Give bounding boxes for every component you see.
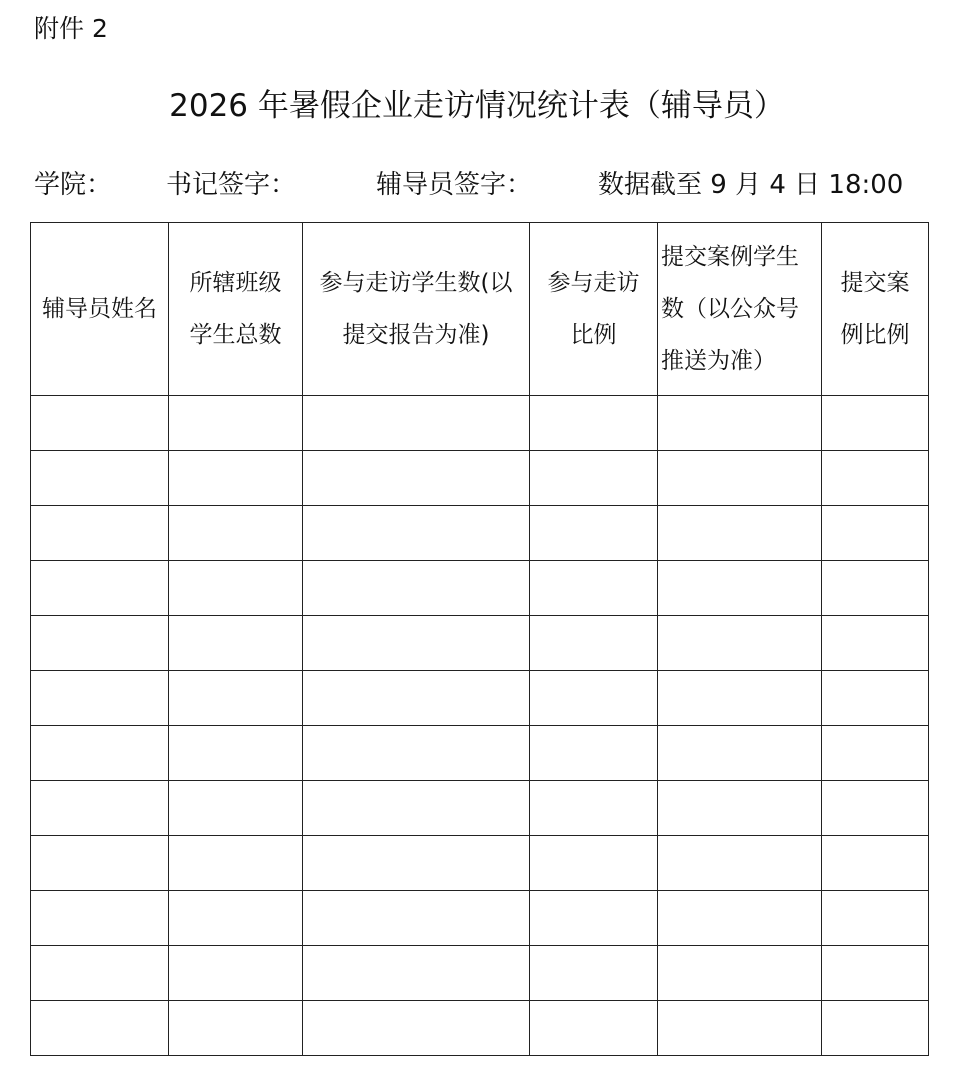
table-cell[interactable] xyxy=(530,451,658,506)
table-cell[interactable] xyxy=(530,561,658,616)
table-row xyxy=(31,616,929,671)
table-cell[interactable] xyxy=(658,781,822,836)
table-cell[interactable] xyxy=(169,396,303,451)
table-cell[interactable] xyxy=(658,451,822,506)
table-cell[interactable] xyxy=(31,836,169,891)
table-cell[interactable] xyxy=(530,836,658,891)
table-cell[interactable] xyxy=(658,1001,822,1056)
table-cell[interactable] xyxy=(822,891,929,946)
table-cell[interactable] xyxy=(530,891,658,946)
table-cell[interactable] xyxy=(169,671,303,726)
table-cell[interactable] xyxy=(822,671,929,726)
table-cell[interactable] xyxy=(303,726,530,781)
table-cell[interactable] xyxy=(169,616,303,671)
table-cell[interactable] xyxy=(658,946,822,1001)
table-cell[interactable] xyxy=(31,946,169,1001)
table-cell[interactable] xyxy=(169,561,303,616)
table-cell[interactable] xyxy=(658,671,822,726)
table-cell[interactable] xyxy=(31,781,169,836)
table-row xyxy=(31,946,929,1001)
table-cell[interactable] xyxy=(530,726,658,781)
table-cell[interactable] xyxy=(31,726,169,781)
table-cell[interactable] xyxy=(822,451,929,506)
table-cell[interactable] xyxy=(530,946,658,1001)
attachment-label: 附件 2 xyxy=(34,14,108,43)
table-cell[interactable] xyxy=(303,396,530,451)
page-title: 2026 年暑假企业走访情况统计表（辅导员） xyxy=(169,88,785,124)
secretary-signature-label: 书记签字： xyxy=(166,170,297,200)
table-cell[interactable] xyxy=(530,616,658,671)
table-cell[interactable] xyxy=(169,506,303,561)
table-cell[interactable] xyxy=(303,616,530,671)
table-cell[interactable] xyxy=(303,946,530,1001)
table-cell[interactable] xyxy=(303,506,530,561)
table-cell[interactable] xyxy=(169,836,303,891)
table-row xyxy=(31,1001,929,1056)
college-field-label: 学院： xyxy=(34,170,113,200)
table-row xyxy=(31,506,929,561)
table-cell[interactable] xyxy=(31,451,169,506)
table-row xyxy=(31,891,929,946)
header-visit-ratio: 参与走访 比例 xyxy=(530,223,658,396)
table-cell[interactable] xyxy=(169,451,303,506)
header-case-ratio: 提交案 例比例 xyxy=(822,223,929,396)
table-cell[interactable] xyxy=(169,946,303,1001)
table-cell[interactable] xyxy=(31,891,169,946)
table-cell[interactable] xyxy=(822,946,929,1001)
table-cell[interactable] xyxy=(658,616,822,671)
header-counselor-name: 辅导员姓名 xyxy=(31,223,169,396)
table-header-row xyxy=(31,223,929,396)
table-cell[interactable] xyxy=(169,781,303,836)
table-cell[interactable] xyxy=(31,616,169,671)
table-row xyxy=(31,836,929,891)
table-cell[interactable] xyxy=(303,836,530,891)
table-cell[interactable] xyxy=(31,1001,169,1056)
table-cell[interactable] xyxy=(303,891,530,946)
table-cell[interactable] xyxy=(822,396,929,451)
table-cell[interactable] xyxy=(303,781,530,836)
table-cell[interactable] xyxy=(822,836,929,891)
header-class-student-total: 所辖班级 学生总数 xyxy=(169,223,303,396)
table-cell[interactable] xyxy=(31,506,169,561)
table-cell[interactable] xyxy=(822,781,929,836)
table-cell[interactable] xyxy=(658,891,822,946)
table-row xyxy=(31,396,929,451)
table-cell[interactable] xyxy=(658,396,822,451)
table-cell[interactable] xyxy=(169,891,303,946)
table-row xyxy=(31,671,929,726)
table-cell[interactable] xyxy=(169,726,303,781)
table-cell[interactable] xyxy=(31,561,169,616)
table-cell[interactable] xyxy=(822,561,929,616)
table-cell[interactable] xyxy=(303,1001,530,1056)
table-cell[interactable] xyxy=(530,506,658,561)
header-visit-participants: 参与走访学生数(以 提交报告为准) xyxy=(303,223,530,396)
header-case-submitters: 提交案例学生 数（以公众号 推送为准） xyxy=(658,223,822,396)
table-cell[interactable] xyxy=(31,396,169,451)
table-cell[interactable] xyxy=(303,671,530,726)
table-cell[interactable] xyxy=(658,506,822,561)
counselor-signature-label: 辅导员签字： xyxy=(376,170,533,200)
table-row xyxy=(31,781,929,836)
table-cell[interactable] xyxy=(822,1001,929,1056)
table-row xyxy=(31,726,929,781)
table-cell[interactable] xyxy=(658,561,822,616)
table-cell[interactable] xyxy=(822,506,929,561)
table-cell[interactable] xyxy=(303,451,530,506)
table-row xyxy=(31,561,929,616)
table-cell[interactable] xyxy=(303,561,530,616)
table-cell[interactable] xyxy=(658,836,822,891)
table-cell[interactable] xyxy=(530,1001,658,1056)
table-row xyxy=(31,451,929,506)
table-cell[interactable] xyxy=(822,726,929,781)
table-cell[interactable] xyxy=(530,396,658,451)
table-cell[interactable] xyxy=(31,671,169,726)
table-cell[interactable] xyxy=(169,1001,303,1056)
data-cutoff-note: 数据截至 9 月 4 日 18:00 xyxy=(598,170,904,200)
table-cell[interactable] xyxy=(530,781,658,836)
statistics-table xyxy=(30,222,929,1056)
table-cell[interactable] xyxy=(822,616,929,671)
table-cell[interactable] xyxy=(658,726,822,781)
table-body xyxy=(31,396,929,1056)
table-cell[interactable] xyxy=(530,671,658,726)
